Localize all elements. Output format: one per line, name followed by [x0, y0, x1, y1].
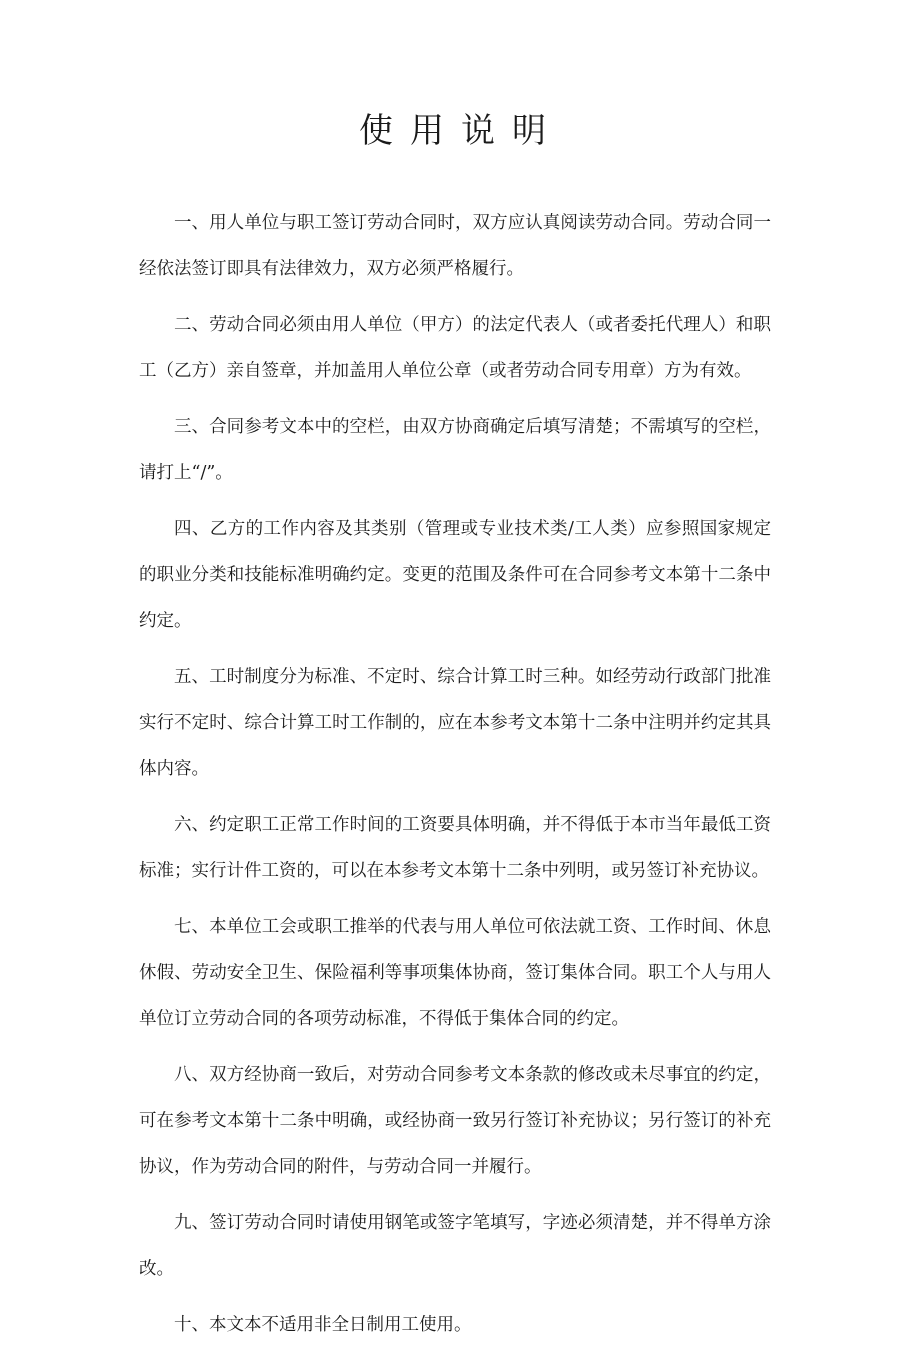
document-title: 使用说明 [359, 111, 563, 151]
paragraph-3: 三、合同参考文本中的空栏，由双方协商确定后填写清楚；不需填写的空栏，请打上“/”。 [139, 417, 771, 483]
paragraph-1: 一、用人单位与职工签订劳动合同时，双方应认真阅读劳动合同。劳动合同一经依法签订即具有法律效力，双方必须严格履行。 [139, 213, 771, 279]
document-body [139, 200, 771, 1358]
paragraph-4: 四、乙方的工作内容及其类别（管理或专业技术类/工人类）应参照国家规定的职业分类和技能标准明确约定。变更的范围及条件可在合同参考文本第十二条中约定。 [139, 519, 771, 631]
paragraph-2: 二、劳动合同必须由用人单位（甲方）的法定代表人（或者委托代理人）和职工（乙方）亲自签章，并加盖用人单位公章（或者劳动合同专用章）方为有效。 [139, 315, 771, 381]
paragraph-8: 八、双方经协商一致后，对劳动合同参考文本条款的修改或未尽事宜的约定，可在参考文本第十二条中明确，或经协商一致另行签订补充协议；另行签订的补充协议，作为劳动合同的附件，与劳动合同一并履行。 [139, 1065, 771, 1177]
paragraph-10: 十、本文本不适用非全日制用工使用。 [174, 1315, 472, 1335]
paragraph-5: 五、工时制度分为标准、不定时、综合计算工时三种。如经劳动行政部门批准实行不定时、综合计算工时工作制的，应在本参考文本第十二条中注明并约定其具体内容。 [139, 667, 771, 779]
paragraph-7: 七、本单位工会或职工推举的代表与用人单位可依法就工资、工作时间、休息休假、劳动安全卫生、保险福利等事项集体协商，签订集体合同。职工个人与用人单位订立劳动合同的各项劳动标准，不得低于集体合同的约定。 [139, 917, 771, 1029]
paragraph-9: 九、签订劳动合同时请使用钢笔或签字笔填写，字迹必须清楚，并不得单方涂改。 [139, 1213, 771, 1279]
paragraph-6: 六、约定职工正常工作时间的工资要具体明确，并不得低于本市当年最低工资标准；实行计件工资的，可以在本参考文本第十二条中列明，或另签订补充协议。 [139, 815, 771, 881]
